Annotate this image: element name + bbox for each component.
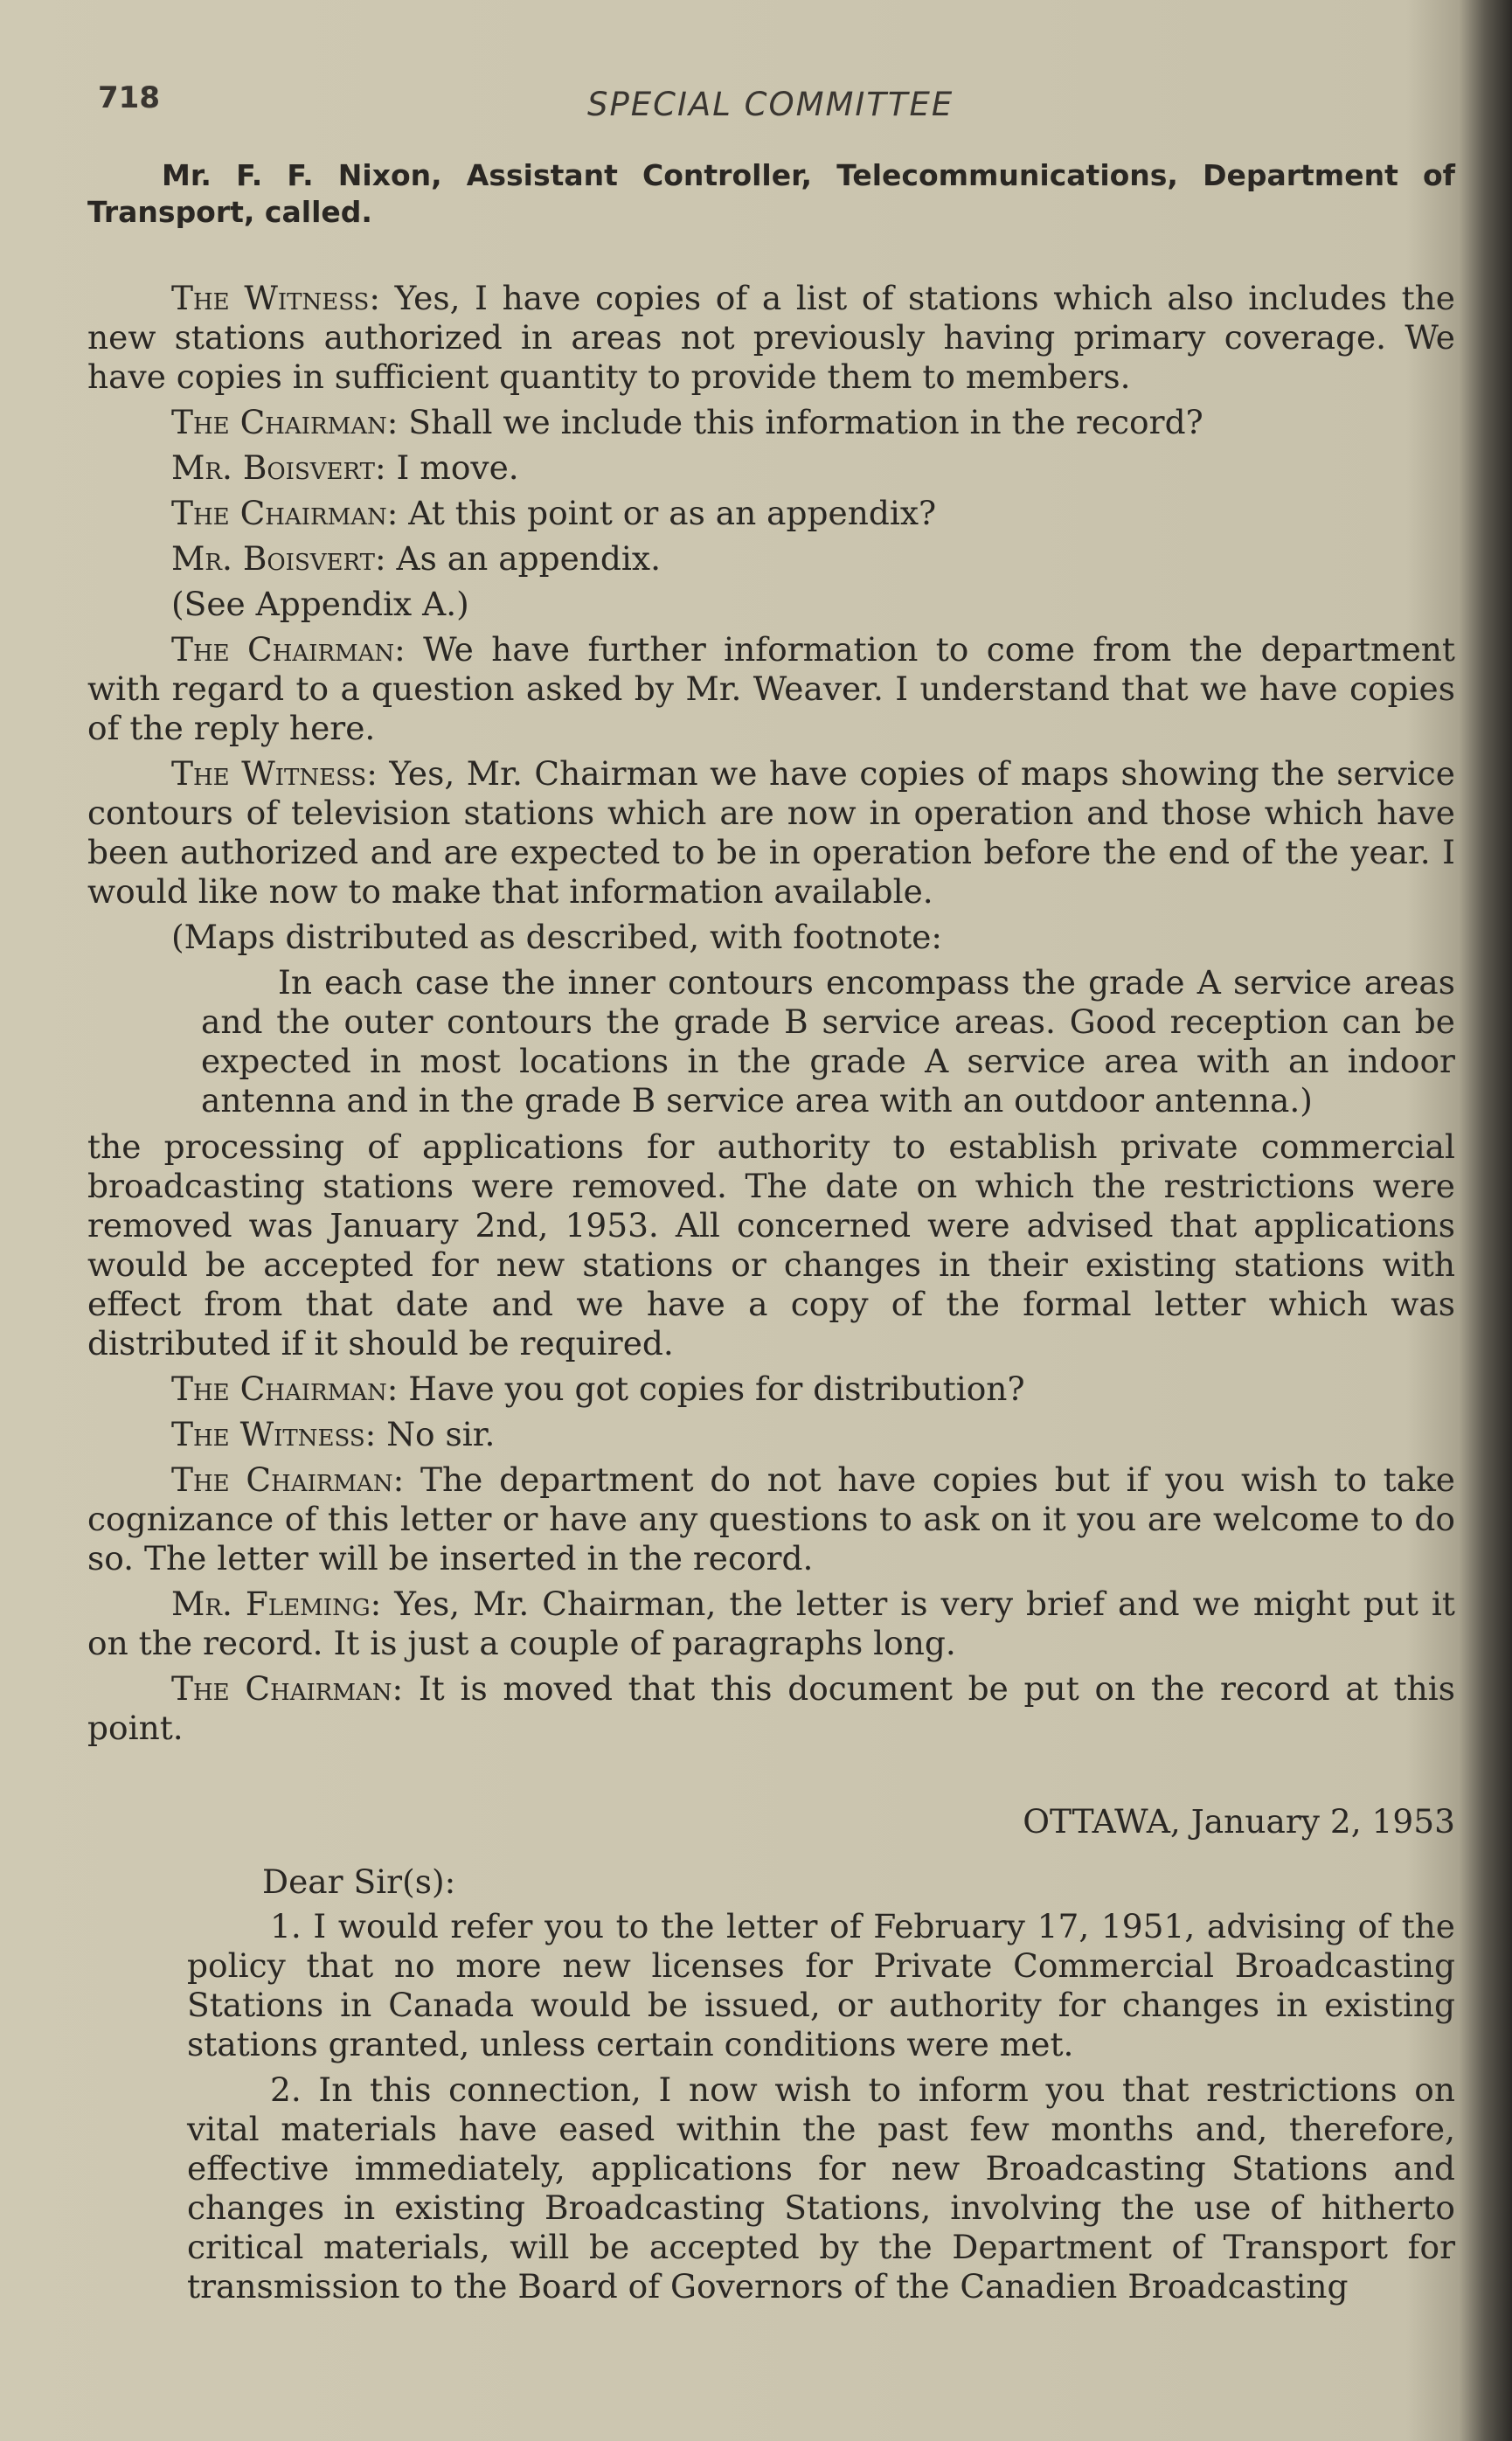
speech-text: No sir. [376,1415,496,1453]
testimony-paragraph [87,918,1455,957]
speaker-label: The Chairman: [171,1370,399,1408]
speaker-label: Mr. Boisvert: [171,448,386,487]
testimony-paragraph [87,279,1455,397]
continuation-paragraph: the processing of applications for authority to establish private commercial broadcasting stations were removed. The date on which the restrictions were removed was January 2nd, 1953. All concerned were advised that applications would be accepted for new stations or changes in their existing stations with effect from that date and we have a copy of the formal letter which was distributed if it should be required. [87,1127,1455,1363]
speaker-label: The Chairman: [171,630,406,669]
speaker-label: The Witness: [171,1415,377,1453]
testimony-paragraph [87,754,1455,912]
letter [87,1802,1455,2306]
speech-text: I move. [385,448,519,487]
speaker-label: The Chairman: [171,1460,405,1499]
letter-salutation: Dear Sir(s): [262,1862,456,1901]
page-body [87,157,1455,2313]
testimony-paragraph [87,494,1455,533]
testimony-paragraph [87,403,1455,442]
speech-text: (See Appendix A.) [171,585,469,623]
testimony-paragraph [87,630,1455,748]
letter-paragraph: 1. I would refer you to the letter of February 17, 1951, advising of the policy that no more new licenses for Private Commercial Broadcasting Stations in Canada would be issued, or authority for changes in existing stations granted, unless certain conditions were met. [187,1907,1455,2063]
speaker-label: Mr. Boisvert: [171,539,386,578]
speech-text: Yes, Mr. Chairman, the letter is very brief and we might put it on the record. It is just a couple of paragraphs long. [87,1585,1455,1662]
speech-text: Yes, Mr. Chairman we have copies of maps showing the service contours of television stations which are now in operation and those which have been authorized and are expected to be in operation before the end of the year. I would like now to make that information available. [87,754,1455,911]
letter-dateline: OTTAWA, January 2, 1953 [1023,1802,1455,1841]
speech-text: Shall we include this information in the record? [398,403,1203,441]
witness-call: Mr. F. F. Nixon, Assistant Controller, Telecommunications, Department of Transport, called. [87,158,1455,229]
page-header [98,80,1461,133]
testimony-paragraph [87,1460,1455,1578]
speaker-label: The Chairman: [171,494,399,532]
speech-text: (Maps distributed as described, with footnote: [171,918,943,956]
page-number: 718 [98,80,160,115]
speech-text: The department do not have copies but if you wish to take cognizance of this letter or have any questions to ask on it you are welcome to do so. The letter will be inserted in the record. [87,1460,1455,1578]
speech-text: At this point or as an appendix? [398,494,937,532]
speech-text: Have you got copies for distribution? [398,1370,1025,1408]
speaker-label: The Witness: [171,279,380,317]
speaker-label: The Witness: [171,754,378,793]
testimony-paragraph [87,1669,1455,1748]
speech-text: We have further information to come from the department with regard to a question asked by Mr. Weaver. I understand that we have copies of the reply here. [87,630,1456,747]
speaker-label: The Chairman: [171,1669,404,1708]
testimony-paragraph [87,1415,1455,1454]
speech-text: It is moved that this document be put on the record at this point. [87,1669,1455,1747]
speaker-label: The Chairman: [171,403,399,441]
speaker-label: Mr. Fleming: [171,1585,382,1623]
maps-footnote: In each case the inner contours encompass the grade A service areas and the outer contours the grade B service areas. Good reception can be expected in most locations in the grade A service area with an indoor antenna and in the grade B service area with an outdoor antenna.) [201,963,1455,1120]
speech-text: As an appendix. [385,539,661,578]
testimony-paragraph [87,1370,1455,1409]
speech-text: Yes, I have copies of a list of stations which also includes the new stations authorized in areas not previously having primary coverage. We have copies in sufficient quantity to provide them to members. [87,279,1455,396]
running-head: SPECIAL COMMITTEE [587,86,954,123]
testimony-paragraph [87,539,1455,579]
testimony-paragraph [87,585,1455,624]
letter-paragraph: 2. In this connection, I now wish to inform you that restrictions on vital materials have eased within the past few months and, therefore, effective immediately, applications for new Broadcasting Stations and changes in existing Broadcasting Stations, involving the use of hitherto critical materials, will be accepted by the Department of Transport for transmission to the Board of Governors of the Canadien Broadcasting [187,2070,1455,2306]
testimony-paragraph [87,1585,1455,1663]
testimony-paragraph [87,448,1455,488]
